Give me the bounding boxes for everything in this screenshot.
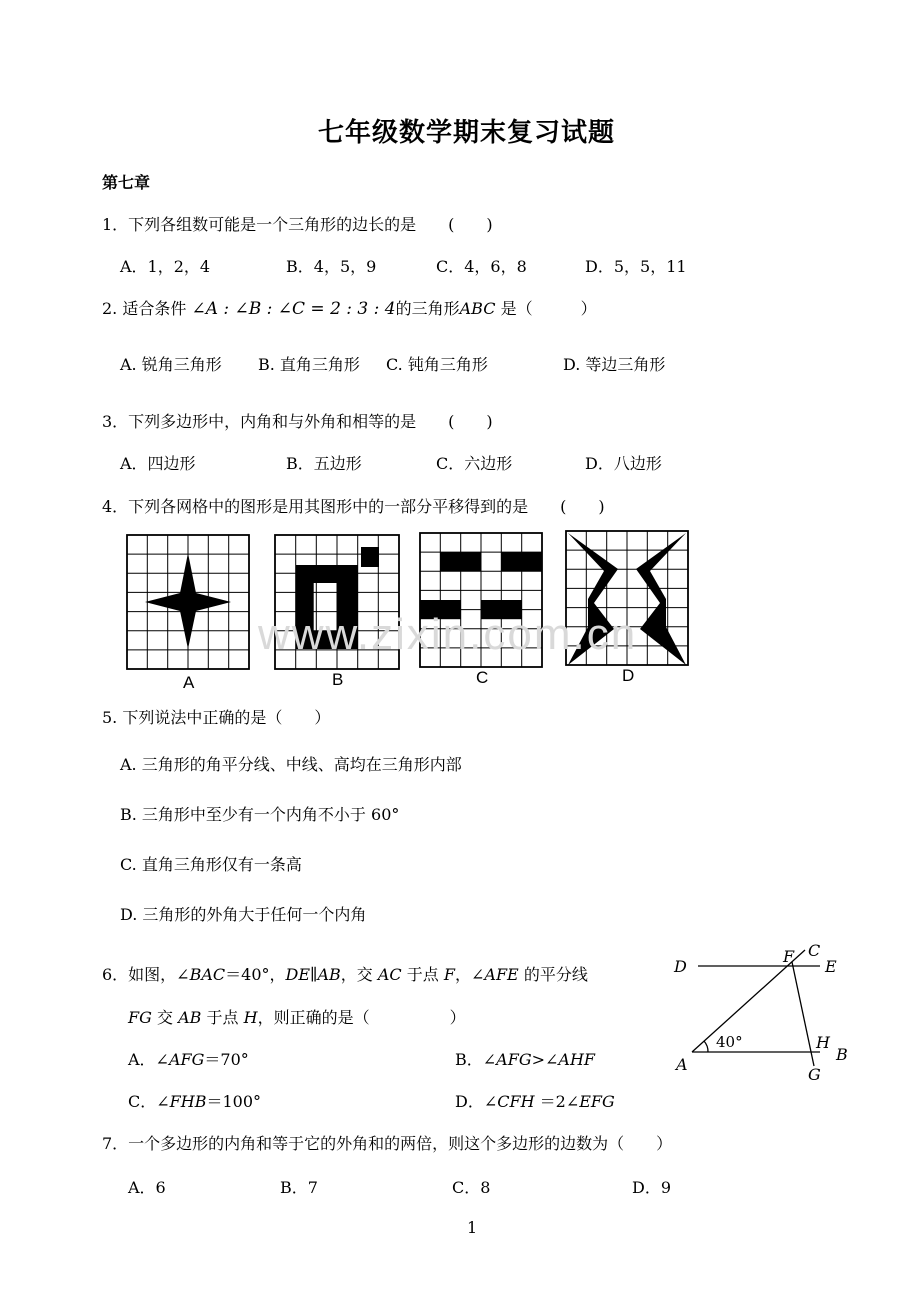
question-7-stem: 7．一个多边形的内角和等于它的外角和的两倍，则这个多边形的边数为（ ） bbox=[102, 1134, 673, 1153]
q7-option-b: B．7 bbox=[280, 1178, 318, 1197]
page-title: 七年级数学期末复习试题 bbox=[318, 118, 616, 148]
watermark: www.zixin.com.cn bbox=[258, 610, 638, 659]
q6-text: 的平分线 bbox=[523, 965, 588, 984]
q6-option-c bbox=[128, 1089, 261, 1112]
q6-var-afe: AFE bbox=[484, 965, 519, 984]
q1-option-d: D．5，5，11 bbox=[585, 257, 687, 276]
grid-label-d: D bbox=[622, 666, 635, 685]
q6-opt-var: AFG bbox=[168, 1050, 205, 1069]
q6-opt-text: D．∠ bbox=[455, 1092, 498, 1111]
q6-var-de: DE bbox=[285, 965, 311, 984]
q6-text: ∥ bbox=[310, 965, 318, 984]
q6-opt-var: AFG bbox=[496, 1050, 532, 1069]
q6-text: ，交 bbox=[340, 965, 373, 984]
q6-var-bac: BAC bbox=[189, 965, 226, 984]
q6-var-f: F bbox=[443, 965, 455, 984]
question-2-stem bbox=[102, 296, 597, 319]
page-number: 1 bbox=[467, 1218, 478, 1237]
grid-a bbox=[127, 535, 249, 669]
q6-opt-text: ＝70° bbox=[204, 1050, 249, 1069]
label-g: G bbox=[808, 1065, 821, 1084]
q3-option-c: C．六边形 bbox=[436, 454, 513, 473]
q6-opt-var: FHB bbox=[169, 1092, 207, 1111]
q6-var-fg: FG bbox=[128, 1008, 152, 1027]
question-6-line-1 bbox=[102, 962, 588, 985]
grid-label-b: B bbox=[332, 670, 344, 689]
question-1-stem: 1．下列各组数可能是一个三角形的边长的是 ( ) bbox=[102, 215, 493, 234]
q2-stem-a: 2. 适合条件 bbox=[102, 299, 187, 318]
q2-stem-b: 的三角形 bbox=[395, 299, 460, 318]
q5-option-c: C. 直角三角形仅有一条高 bbox=[120, 855, 302, 874]
line-fg bbox=[792, 962, 814, 1066]
label-c: C bbox=[808, 941, 821, 960]
q2-option-a: A. 锐角三角形 bbox=[120, 355, 222, 374]
q1-option-c: C．4，6，8 bbox=[436, 257, 527, 276]
q6-option-d bbox=[455, 1089, 615, 1112]
label-e: E bbox=[825, 957, 837, 976]
label-h: H bbox=[816, 1033, 830, 1052]
q1-option-b: B．4，5，9 bbox=[286, 257, 377, 276]
q6-text: ，则正确的是（ ） bbox=[257, 1008, 466, 1027]
label-f: F bbox=[783, 947, 795, 966]
q6-text: 交 bbox=[156, 1008, 173, 1027]
grid-label-c: C bbox=[476, 668, 489, 687]
q6-opt-text: A．∠ bbox=[128, 1050, 169, 1069]
q7-option-c: C．8 bbox=[452, 1178, 491, 1197]
q6-opt-var: AHF bbox=[558, 1050, 596, 1069]
q6-var-ab: AB bbox=[317, 965, 341, 984]
question-4-stem: 4．下列各网格中的图形是用其图形中的一部分平移得到的是 ( ) bbox=[102, 497, 605, 516]
label-a: A bbox=[676, 1055, 688, 1074]
q6-var-h: H bbox=[243, 1008, 258, 1027]
chapter-heading: 第七章 bbox=[102, 173, 151, 192]
q6-opt-var: EFG bbox=[579, 1092, 615, 1111]
q6-option-b bbox=[455, 1047, 595, 1070]
q2-condition: ∠A : ∠B : ∠C = 2 : 3 : 4 bbox=[191, 299, 396, 319]
q2-triangle: ABC bbox=[459, 299, 496, 318]
q3-option-d: D．八边形 bbox=[585, 454, 662, 473]
q5-option-b: B. 三角形中至少有一个内角不小于 60° bbox=[120, 805, 400, 824]
grid-label-a: A bbox=[183, 673, 195, 692]
q6-geometry-figure bbox=[670, 938, 860, 1088]
q2-option-b: B. 直角三角形 bbox=[258, 355, 360, 374]
label-b: B bbox=[836, 1045, 848, 1064]
q2-option-c: C. 钝角三角形 bbox=[386, 355, 488, 374]
q6-var-ab: AB bbox=[178, 1008, 202, 1027]
question-5-stem: 5. 下列说法中正确的是（ ） bbox=[102, 708, 331, 727]
q6-text: ＝40°， bbox=[225, 965, 286, 984]
q1-option-a: A．1，2，4 bbox=[120, 257, 211, 276]
q6-opt-text: C．∠ bbox=[128, 1092, 170, 1111]
question-6-line-2 bbox=[128, 1005, 466, 1028]
angle-arc bbox=[704, 1041, 708, 1052]
angle-label: 40° bbox=[716, 1033, 743, 1051]
q3-option-a: A．四边形 bbox=[120, 454, 196, 473]
question-3-stem: 3．下列多边形中，内角和与外角和相等的是 ( ) bbox=[102, 412, 493, 431]
q3-option-b: B．五边形 bbox=[286, 454, 362, 473]
q5-option-a: A. 三角形的角平分线、中线、高均在三角形内部 bbox=[120, 755, 462, 774]
q6-opt-text: B．∠ bbox=[455, 1050, 497, 1069]
q6-option-a bbox=[128, 1047, 249, 1070]
q6-opt-var: CFH bbox=[497, 1092, 535, 1111]
q7-option-d: D．9 bbox=[632, 1178, 672, 1197]
q6-text: ，∠ bbox=[454, 965, 485, 984]
q6-opt-text: >∠ bbox=[531, 1050, 559, 1069]
q6-opt-text: ＝100° bbox=[206, 1092, 262, 1111]
q6-text: 于点 bbox=[206, 1008, 239, 1027]
q6-text: 6．如图，∠ bbox=[102, 965, 190, 984]
label-d: D bbox=[674, 957, 687, 976]
q2-stem-c: 是（ ） bbox=[500, 299, 597, 318]
grid-a-star-shape bbox=[145, 553, 231, 649]
q5-option-d: D. 三角形的外角大于任何一个内角 bbox=[120, 905, 367, 924]
q6-text: 于点 bbox=[406, 965, 439, 984]
q2-option-d: D. 等边三角形 bbox=[563, 355, 666, 374]
q6-opt-text: ＝2∠ bbox=[539, 1092, 580, 1111]
q7-option-a: A．6 bbox=[128, 1178, 166, 1197]
q6-var-ac: AC bbox=[377, 965, 402, 984]
